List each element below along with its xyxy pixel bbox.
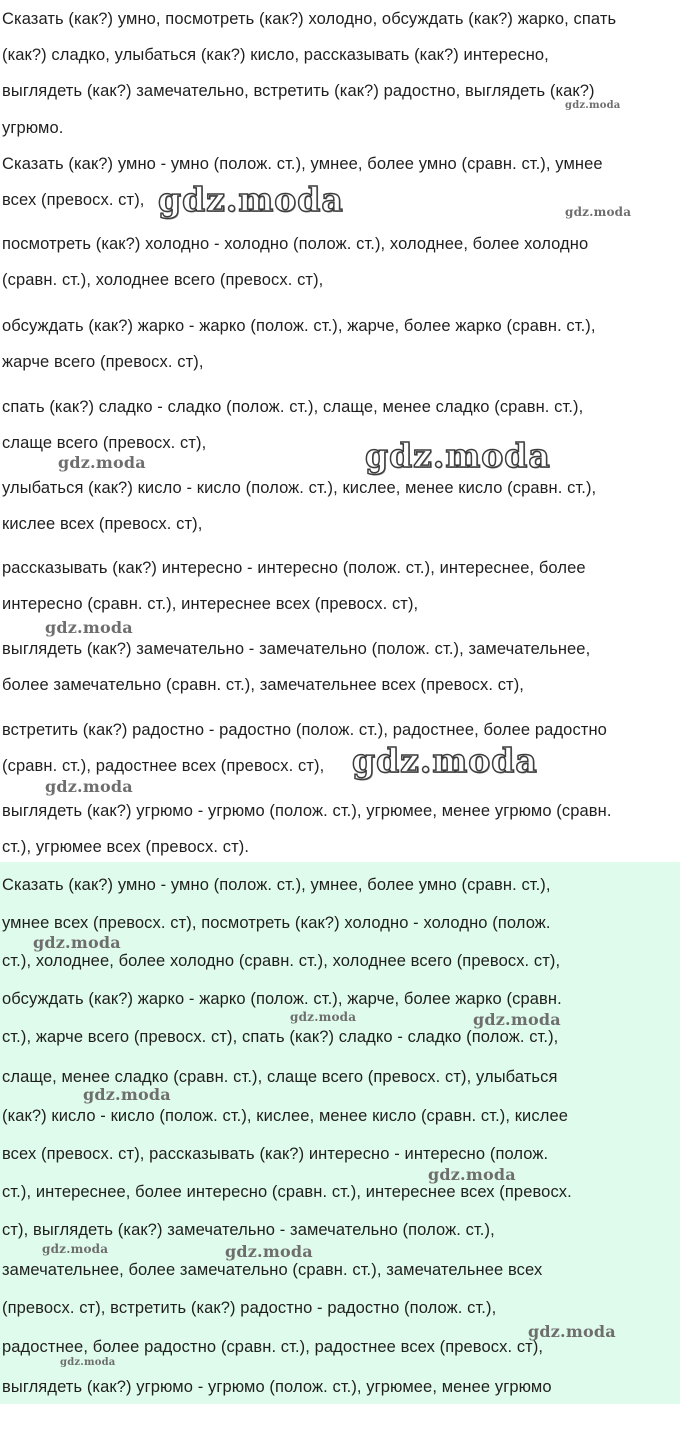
watermark-logo: gdz.moda: [45, 777, 133, 796]
text-line: ст.), жарче всего (превосх. ст), спать (как?) сладко - сладко (полож. ст.),: [2, 1028, 559, 1046]
watermark-logo: gdz.moda: [565, 100, 621, 111]
text-line: (сравн. ст.), холоднее всего (превосх. ст),: [2, 271, 324, 289]
watermark-logo: gdz.moda: [225, 1242, 313, 1261]
text-line: обсуждать (как?) жарко - жарко (полож. ст.), жарче, более жарко (сравн.: [2, 990, 562, 1008]
watermark-logo: gdz.moda: [473, 1010, 561, 1029]
watermark-logo: gdz.moda: [428, 1165, 516, 1184]
text-line: замечательнее, более замечательно (сравн. ст.), замечательнее всех: [2, 1261, 543, 1279]
watermark-logo: gdz.moda: [83, 1085, 171, 1104]
text-line: ст), выглядеть (как?) замечательно - замечательно (полож. ст.),: [2, 1221, 495, 1239]
text-line: (как?) сладко, улыбаться (как?) кисло, рассказывать (как?) интересно,: [2, 46, 549, 64]
watermark-logo: gdz.moda: [565, 205, 632, 219]
text-line: обсуждать (как?) жарко - жарко (полож. ст.), жарче, более жарко (сравн. ст.),: [2, 317, 596, 335]
watermark-logo: gdz.moda: [352, 741, 538, 780]
watermark-logo: gdz.moda: [290, 1010, 357, 1024]
watermark-logo: gdz.moda: [45, 618, 133, 637]
text-line: выглядеть (как?) замечательно, встретить (как?) радостно, выглядеть (как?): [2, 82, 595, 100]
text-line: выглядеть (как?) угрюмо - угрюмо (полож. ст.), угрюмее, менее угрюмо (сравн.: [2, 802, 612, 820]
text-line: радостнее, более радостно (сравн. ст.), радостнее всех (превосх. ст),: [2, 1338, 544, 1356]
text-line: (превосх. ст), встретить (как?) радостно - радостно (полож. ст.),: [2, 1299, 497, 1317]
text-line: интересно (сравн. ст.), интереснее всех (превосх. ст),: [2, 595, 419, 613]
text-line: (как?) кисло - кисло (полож. ст.), кислее, менее кисло (сравн. ст.), кислее: [2, 1107, 569, 1125]
text-line: посмотреть (как?) холодно - холодно (полож. ст.), холоднее, более холодно: [2, 235, 589, 253]
text-line: улыбаться (как?) кисло - кисло (полож. ст.), кислее, менее кисло (сравн. ст.),: [2, 479, 597, 497]
text-line: слаще всего (превосх. ст),: [2, 434, 207, 452]
text-line: всех (превосх. ст), рассказывать (как?) интересно - интересно (полож.: [2, 1145, 549, 1163]
text-line: рассказывать (как?) интересно - интересно (полож. ст.), интереснее, более: [2, 559, 586, 577]
watermark-logo: gdz.moda: [33, 933, 121, 952]
text-line: более замечательно (сравн. ст.), замечательнее всех (превосх. ст),: [2, 676, 524, 694]
watermark-logo: gdz.moda: [365, 436, 551, 475]
watermark-logo: gdz.moda: [42, 1242, 109, 1256]
text-line: Сказать (как?) умно, посмотреть (как?) холодно, обсуждать (как?) жарко, спать: [2, 10, 617, 28]
text-line: слаще, менее сладко (сравн. ст.), слаще всего (превосх. ст), улыбаться: [2, 1068, 558, 1086]
text-line: (сравн. ст.), радостнее всех (превосх. ст),: [2, 757, 325, 775]
text-line: умнее всех (превосх. ст), посмотреть (как?) холодно - холодно (полож.: [2, 914, 551, 932]
text-line: ст.), интереснее, более интересно (сравн. ст.), интереснее всех (превосх.: [2, 1183, 572, 1201]
text-line: встретить (как?) радостно - радостно (полож. ст.), радостнее, более радостно: [2, 721, 607, 739]
watermark-logo: gdz.moda: [60, 1357, 116, 1368]
watermark-logo: gdz.moda: [58, 453, 146, 472]
text-line: ст.), холоднее, более холодно (сравн. ст.), холоднее всего (превосх. ст),: [2, 952, 561, 970]
text-line: жарче всего (превосх. ст),: [2, 353, 204, 371]
text-line: выглядеть (как?) замечательно - замечательно (полож. ст.), замечательнее,: [2, 640, 591, 658]
text-line: всех (превосх. ст),: [2, 191, 145, 209]
text-line: выглядеть (как?) угрюмо - угрюмо (полож. ст.), угрюмее, менее угрюмо: [2, 1378, 552, 1396]
text-line: Сказать (как?) умно - умно (полож. ст.), умнее, более умно (сравн. ст.),: [2, 876, 551, 894]
watermark-logo: gdz.moda: [158, 180, 344, 219]
text-line: кислее всех (превосх. ст),: [2, 515, 203, 533]
text-line: спать (как?) сладко - сладко (полож. ст.), слаще, менее сладко (сравн. ст.),: [2, 398, 584, 416]
text-line: ст.), угрюмее всех (превосх. ст).: [2, 838, 250, 856]
text-line: Сказать (как?) умно - умно (полож. ст.), умнее, более умно (сравн. ст.), умнее: [2, 155, 603, 173]
watermark-logo: gdz.moda: [528, 1322, 616, 1341]
text-line: угрюмо.: [2, 119, 64, 137]
